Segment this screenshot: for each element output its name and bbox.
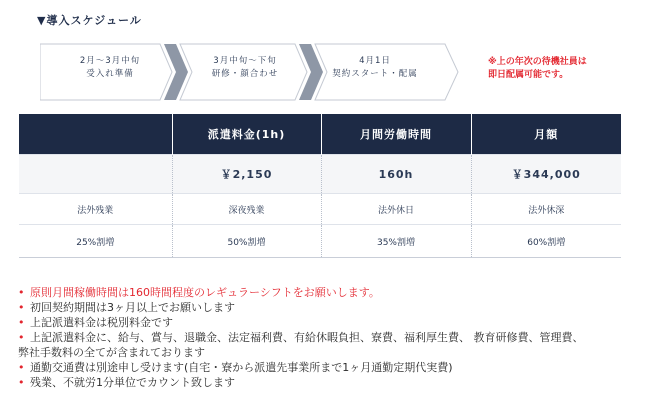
list-item-text: 通勤交通費は別途申し受けます(自宅・寮から派遣先事業所まで1ヶ月通勤定期代実費) <box>30 361 453 374</box>
terms-list <box>18 285 584 390</box>
table-cell: 50%割増 <box>172 225 321 258</box>
header-hourly-rate: 派遣料金(1h) <box>172 114 321 155</box>
standby-note-line2: 即日配属可能です。 <box>488 70 569 80</box>
monthly-amount-value: ￥344,000 <box>471 155 621 194</box>
list-item-text: 弊社手数料の全てが含まれております <box>18 346 205 359</box>
hourly-rate-value: ￥2,150 <box>172 155 321 194</box>
table-row <box>19 155 621 194</box>
monthly-hours-value: 160h <box>321 155 471 194</box>
flow-step-1-date: 2月～3月中旬 <box>79 56 141 66</box>
table-cell: 60%割増 <box>471 225 621 258</box>
list-item <box>18 375 584 390</box>
table-cell: 法外残業 <box>19 194 172 225</box>
table-cell: 深夜残業 <box>172 194 321 225</box>
list-item <box>18 285 584 300</box>
header-monthly-hours: 月間労働時間 <box>321 114 471 155</box>
bullet-icon: • <box>18 316 25 329</box>
header-empty <box>19 114 172 155</box>
list-item-text: 初回契約期間は3ヶ月以上でお願いします <box>30 301 235 314</box>
bullet-icon: • <box>18 376 25 389</box>
list-item-text: 上記派遣料金に、給与、賞与、退職金、法定福利費、有給休暇負担、寮費、福利厚生費、 教育研修費、管理費、 <box>30 331 584 344</box>
price-table <box>19 114 621 258</box>
section-title: ▼導入スケジュール <box>37 14 142 27</box>
list-item <box>18 315 584 330</box>
flow-step-2 <box>185 55 305 81</box>
flow-step-3-label: 契約スタート・配属 <box>332 69 418 79</box>
standby-note-line1: ※上の年次の待機社員は <box>488 57 587 67</box>
flow-step-2-date: 3月中旬～下旬 <box>213 56 277 66</box>
flow-step-3-date: 4月1日 <box>359 56 391 66</box>
list-item-text: 原則月間稼働時間は160時間程度のレギュラーシフトをお願いします。 <box>30 286 380 299</box>
flow-step-1-label: 受入れ準備 <box>86 69 134 79</box>
bullet-icon: • <box>18 301 25 314</box>
schedule-flow <box>40 42 460 102</box>
table-cell <box>19 155 172 194</box>
list-item-text: 上記派遣料金は税別料金です <box>30 316 173 329</box>
table-cell: 35%割増 <box>321 225 471 258</box>
flow-step-3 <box>315 55 435 81</box>
bullet-icon: • <box>18 286 25 299</box>
table-cell: 25%割増 <box>19 225 172 258</box>
header-monthly-amount: 月額 <box>471 114 621 155</box>
table-row <box>19 194 621 225</box>
table-cell: 法外休日 <box>321 194 471 225</box>
standby-note <box>488 56 628 82</box>
flow-step-1 <box>50 55 170 81</box>
flow-step-2-label: 研修・顔合わせ <box>211 69 279 79</box>
bullet-icon: • <box>18 361 25 374</box>
table-header-row <box>19 114 621 155</box>
list-item <box>18 300 584 315</box>
list-item <box>18 360 584 375</box>
table-row <box>19 225 621 258</box>
table-cell: 法外休深 <box>471 194 621 225</box>
list-item <box>18 345 584 360</box>
list-item-text: 残業、不就労1分単位でカウント致します <box>30 376 235 389</box>
list-item <box>18 330 584 345</box>
bullet-icon: • <box>18 331 25 344</box>
